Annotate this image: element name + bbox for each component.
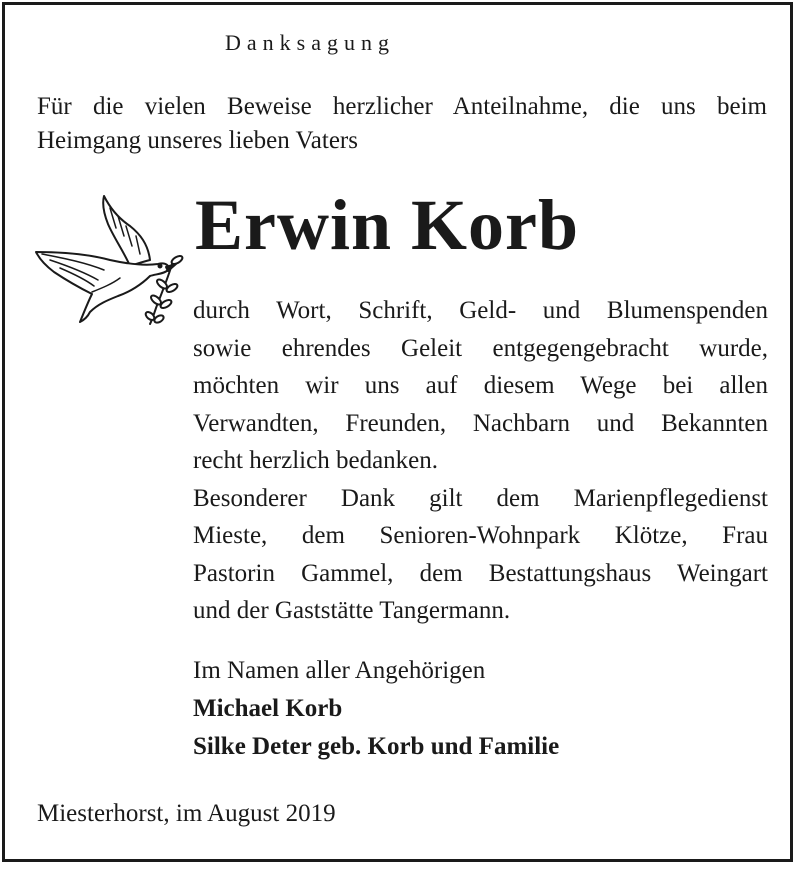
body-line-6: Besonderer Dank gilt dem Marienpflegedienst (193, 484, 768, 512)
thanks-body (193, 292, 768, 630)
body-line-1: durch Wort, Schrift, Geld- und Blumenspenden (193, 297, 768, 324)
body-line-5: recht herzlich bedanken. (193, 447, 439, 474)
signatory-1: Michael Korb (193, 695, 343, 722)
dove-icon (32, 188, 192, 328)
signature-block (193, 652, 559, 766)
on-behalf-line: Im Namen aller Angehörigen (193, 657, 486, 684)
place-date: Miesterhorst, im August 2019 (37, 800, 336, 827)
body-line-4: Verwandten, Freunden, Nachbarn und Bekannten (193, 409, 768, 437)
notice-heading: Danksagung (225, 30, 395, 55)
intro-text (37, 90, 767, 158)
body-line-2: sowie ehrendes Geleit entgegengebracht wurde, (193, 334, 768, 362)
body-line-8: Pastorin Gammel, dem Bestattungshaus Weingart (193, 559, 768, 587)
body-line-7: Mieste, dem Senioren-Wohnpark Klötze, Frau (193, 522, 768, 549)
body-line-3: möchten wir uns auf diesem Wege bei allen (193, 372, 768, 399)
signatory-2: Silke Deter geb. Korb und Familie (193, 733, 560, 760)
intro-line-1: Für die vielen Beweise herzlicher Anteilnahme, die uns beim (37, 93, 767, 120)
intro-line-2: Heimgang unseres lieben Vaters (37, 127, 358, 154)
deceased-name: Erwin Korb (195, 185, 580, 265)
body-line-9: und der Gaststätte Tangermann. (193, 597, 511, 624)
